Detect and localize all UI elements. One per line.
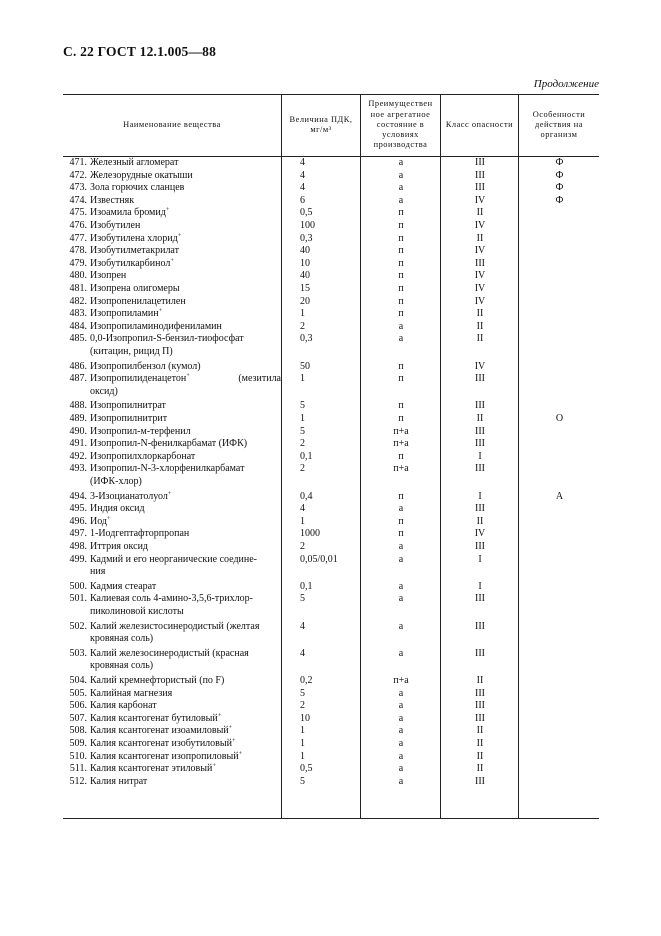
- aggregate-state: п: [398, 220, 404, 231]
- substance-name: [63, 170, 281, 183]
- aggregate-state: а: [398, 320, 404, 332]
- pdk-value: 0,4: [300, 490, 313, 502]
- action-feature: Ф: [555, 194, 564, 206]
- header-state-line: условиях: [382, 130, 419, 140]
- hazard-class: II: [476, 232, 484, 244]
- row-number: 478.: [69, 245, 87, 257]
- substance-name-text: Иттрия оксид: [90, 541, 149, 552]
- substance-name: [63, 776, 281, 789]
- row-number: 482.: [69, 295, 87, 307]
- pdk-value: 1: [300, 308, 305, 320]
- header-hazard-label: Класс опасности: [445, 119, 514, 129]
- header-state-line: Преимуществен: [368, 99, 433, 109]
- aggregate-state: п: [398, 373, 404, 385]
- substance-name-text: Изобутилметакрилат: [90, 245, 179, 257]
- pdk-value: 1: [300, 515, 305, 527]
- header-features-line: организм: [540, 130, 578, 140]
- toxicity-mark: +: [217, 711, 222, 719]
- row-number: 503.: [69, 647, 87, 659]
- row-number: 499.: [69, 553, 87, 565]
- substance-name: [63, 413, 281, 426]
- row-number: 486.: [69, 360, 87, 372]
- substance-name: [63, 463, 281, 488]
- header-pdk-label: Величина ПДК, мг/м³: [289, 114, 353, 134]
- hazard-class: III: [475, 775, 485, 787]
- substance-name-text: Железорудные окатыши: [90, 169, 193, 181]
- substance-name-text: Изобутилкарбинол: [90, 257, 171, 269]
- row-number: 475.: [69, 207, 87, 219]
- row-number: 505.: [69, 687, 87, 699]
- hazard-class: IV: [474, 270, 486, 282]
- substance-name-text: Изопропил-N-3-хлорфенилкарбамат: [90, 463, 245, 475]
- pdk-value: 5: [300, 775, 305, 787]
- pdk-value: 20: [300, 295, 310, 307]
- substance-name-text: 0,0-Изопропил-S-бензил-тиофосфат: [90, 333, 244, 345]
- pdk-value: 2: [300, 320, 305, 332]
- substance-name-text: Калия нитрат: [90, 775, 148, 787]
- pdk-value: 15: [300, 283, 310, 294]
- row-number: 511.: [69, 763, 87, 775]
- row-number: 471.: [69, 157, 87, 168]
- row-number: 510.: [69, 750, 87, 762]
- toxicity-mark: +: [238, 749, 243, 757]
- row-number: 494.: [69, 490, 87, 502]
- substance-name-text: Изопропилхлоркарбонат: [90, 450, 196, 462]
- substance-name: [63, 321, 281, 334]
- row-number: 490.: [69, 425, 87, 437]
- row-number: 483.: [69, 308, 87, 320]
- substance-name-text: Калия ксантогенат изоамиловый: [90, 725, 229, 737]
- substance-name: [63, 713, 281, 726]
- substance-name: [63, 296, 281, 309]
- hazard-class: III: [475, 157, 485, 168]
- substance-name: [63, 621, 281, 646]
- pdk-value: 100: [300, 220, 315, 231]
- hazard-class: III: [475, 400, 485, 412]
- pdk-value: 5: [300, 593, 305, 605]
- hazard-class: II: [476, 308, 484, 320]
- aggregate-state: п: [398, 207, 404, 219]
- pdk-value: 2: [300, 700, 305, 712]
- substance-name-text: Изопропилнитрит: [90, 413, 168, 424]
- toxicity-mark: +: [170, 256, 174, 264]
- aggregate-state: а: [398, 169, 404, 181]
- hazard-class: III: [475, 182, 485, 194]
- hazard-class: III: [475, 503, 485, 515]
- substance-name-continuation: (китацин, рицид П): [90, 345, 173, 357]
- substance-name-text: Калий железосинеродистый (красная: [90, 647, 249, 659]
- hazard-class: III: [475, 541, 485, 552]
- substance-name: [63, 373, 281, 398]
- aggregate-state: а: [398, 503, 404, 515]
- substance-name-text: Калийная магнезия: [90, 687, 173, 699]
- row-number: 488.: [69, 400, 87, 412]
- row-number: 502.: [69, 620, 87, 632]
- row-number: 496.: [69, 515, 87, 527]
- toxicity-mark: +: [167, 489, 172, 497]
- substance-name-text: Изопропилиденацетон: [90, 373, 187, 385]
- substance-name: [63, 270, 281, 283]
- hazard-class: III: [475, 712, 485, 724]
- row-number: 509.: [69, 738, 87, 749]
- pdk-value: 0,5: [300, 207, 313, 219]
- substance-name-text: Изобутилена хлорид: [90, 232, 178, 244]
- substance-name-text: Изопропил-м-терфенил: [90, 425, 191, 437]
- pdk-value: 0,3: [300, 232, 313, 244]
- aggregate-state: п+а: [393, 438, 409, 450]
- toxicity-mark: +: [158, 307, 163, 315]
- substance-name: [63, 283, 281, 296]
- row-number: 476.: [69, 220, 87, 231]
- hazard-class: II: [476, 515, 484, 527]
- hazard-class: IV: [474, 295, 486, 307]
- hazard-class: II: [476, 207, 484, 219]
- pdk-value: 1: [300, 373, 305, 385]
- substance-name: [63, 157, 281, 170]
- action-feature: Ф: [555, 182, 564, 194]
- row-number: 472.: [69, 169, 87, 181]
- hazard-class: III: [475, 425, 485, 437]
- row-number: 492.: [69, 450, 87, 462]
- row-number: 489.: [69, 413, 87, 424]
- hazard-class: III: [475, 463, 485, 475]
- pdk-value: 4: [300, 169, 305, 181]
- row-number: 508.: [69, 725, 87, 737]
- substance-name-text: Калий железистосинеродистый (желтая: [90, 620, 260, 632]
- substance-name: [63, 491, 281, 504]
- aggregate-state: а: [398, 553, 404, 565]
- pdk-value: 5: [300, 425, 305, 437]
- row-number: 487.: [69, 373, 87, 385]
- hazard-class: IV: [474, 283, 486, 294]
- row-number: 493.: [69, 463, 87, 475]
- aggregate-state: а: [398, 194, 404, 206]
- substance-name-text: Изопропилбензол (кумол): [90, 360, 201, 372]
- aggregate-state: п: [398, 450, 404, 462]
- substance-name-continuation: пиколиновой кислоты: [90, 605, 184, 617]
- pdk-value: 10: [300, 257, 310, 269]
- pdk-value: 0,2: [300, 675, 313, 686]
- substance-name-text: Калия ксантогенат изопропиловый: [90, 750, 239, 762]
- action-feature: Ф: [555, 169, 564, 181]
- row-number: 477.: [69, 232, 87, 244]
- hazard-class: I: [478, 553, 482, 565]
- substance-name-text: Калий кремнефтористый (по F): [90, 675, 225, 686]
- aggregate-state: а: [398, 593, 404, 605]
- substance-name-text: Изопрен: [90, 270, 127, 282]
- continuation-label: Продолжение: [533, 78, 599, 90]
- pdk-value: 10: [300, 712, 310, 724]
- substance-name: [63, 528, 281, 541]
- substance-name: [63, 258, 281, 271]
- row-number: 474.: [69, 194, 87, 206]
- aggregate-state: п: [398, 245, 404, 257]
- aggregate-state: п: [398, 515, 404, 527]
- hazard-class: I: [478, 580, 482, 592]
- toxicity-mark: +: [212, 762, 216, 770]
- hazard-class: II: [476, 725, 484, 737]
- action-feature: Ф: [555, 157, 564, 168]
- pdk-value: 4: [300, 157, 305, 168]
- substance-name: [63, 503, 281, 516]
- aggregate-state: а: [398, 541, 404, 552]
- pdk-value: 6: [300, 194, 305, 206]
- substance-name: [63, 400, 281, 413]
- substance-name-text: Изопропил-N-фенилкарбамат (ИФК): [90, 438, 248, 450]
- substance-name: [63, 554, 281, 579]
- aggregate-state: а: [398, 775, 404, 787]
- substance-name-text: Индия оксид: [90, 503, 145, 515]
- substance-name-text: Изобутилен: [90, 220, 141, 231]
- substance-name: [63, 308, 281, 321]
- substance-name-text: 3-Изоцианатолуол: [90, 490, 168, 502]
- pdk-value: 40: [300, 245, 310, 257]
- substance-name-text: Известняк: [90, 194, 135, 206]
- pdk-value: 1: [300, 413, 305, 424]
- aggregate-state: п: [398, 490, 404, 502]
- aggregate-state: а: [398, 700, 404, 712]
- aggregate-state: а: [398, 687, 404, 699]
- substance-name: [63, 738, 281, 751]
- pdk-value: 4: [300, 503, 305, 515]
- substance-name: [63, 675, 281, 688]
- aggregate-state: п: [398, 257, 404, 269]
- aggregate-state: п+а: [393, 463, 409, 475]
- pdk-value: 5: [300, 687, 305, 699]
- substance-name: [63, 207, 281, 220]
- aggregate-state: п: [398, 232, 404, 244]
- substance-name-text: Зола горючих сланцев: [90, 182, 185, 194]
- aggregate-state: а: [398, 712, 404, 724]
- substance-name: [63, 688, 281, 701]
- pdk-value: 4: [300, 620, 305, 632]
- header-features-line: Особенности: [532, 109, 586, 119]
- hazard-class: III: [475, 257, 485, 269]
- pdk-value: 2: [300, 438, 305, 450]
- aggregate-state: а: [398, 647, 404, 659]
- header-features-line: действия на: [535, 119, 583, 129]
- aggregate-state: а: [398, 750, 404, 762]
- aggregate-state: п: [398, 308, 404, 320]
- substance-name-text: Калия ксантогенат изобутиловый: [90, 738, 232, 749]
- pdk-value: 1000: [300, 528, 320, 540]
- substance-name: [63, 725, 281, 738]
- hazard-class: II: [476, 320, 484, 332]
- hazard-class: II: [476, 738, 484, 749]
- substance-name: [63, 438, 281, 451]
- row-number: 473.: [69, 182, 87, 194]
- substance-name: [63, 751, 281, 764]
- row-number: 506.: [69, 700, 87, 712]
- pdk-value: 2: [300, 463, 305, 475]
- pdk-value: 0,5: [300, 763, 313, 775]
- substance-name-text: Изопропилнитрат: [90, 400, 166, 412]
- hazard-class: IV: [474, 245, 486, 257]
- row-number: 480.: [69, 270, 87, 282]
- header-state-line: состояние в: [376, 119, 425, 129]
- hazard-class: III: [475, 620, 485, 632]
- substance-name-text: Изопропиламин: [90, 308, 159, 320]
- hazard-class: III: [475, 373, 485, 385]
- aggregate-state: п+а: [393, 675, 409, 686]
- aggregate-state: а: [398, 738, 404, 749]
- aggregate-state: п: [398, 400, 404, 412]
- substance-name: [63, 361, 281, 374]
- row-number: 484.: [69, 320, 87, 332]
- substance-name: [63, 763, 281, 776]
- substance-name-continuation: кровяная соль): [90, 660, 154, 672]
- header-name-label: Наименование вещества: [123, 119, 221, 129]
- substance-name: [63, 648, 281, 673]
- hazard-class: IV: [474, 528, 486, 540]
- aggregate-state: а: [398, 620, 404, 632]
- substance-name: [63, 195, 281, 208]
- substance-name: [63, 182, 281, 195]
- hazard-class: IV: [474, 360, 486, 372]
- pdk-value: 50: [300, 360, 310, 372]
- row-number: 498.: [69, 541, 87, 552]
- substance-name-continuation: кровяная соль): [90, 633, 154, 645]
- substance-name-text: Калиевая соль 4-амино-3,5,6-трихлор-: [90, 593, 253, 605]
- aggregate-state: п: [398, 283, 404, 294]
- toxicity-mark: +: [186, 372, 190, 380]
- row-number: 501.: [69, 593, 87, 605]
- substance-name-text: Калия ксантогенат этиловый: [90, 763, 213, 775]
- row-number: 497.: [69, 528, 87, 540]
- substance-name: [63, 333, 281, 358]
- substance-name: [63, 541, 281, 554]
- hazard-class: III: [475, 169, 485, 181]
- substance-name: [63, 233, 281, 246]
- substance-name-text: Калия ксантогенат бутиловый: [90, 712, 218, 724]
- hazard-class: III: [475, 700, 485, 712]
- pdk-value: 5: [300, 400, 305, 412]
- substance-name-continuation: ния: [90, 566, 106, 578]
- substance-name: [63, 581, 281, 594]
- row-number: 495.: [69, 503, 87, 515]
- header-state-line: ное агрегатное: [370, 109, 431, 119]
- hazard-class: IV: [474, 194, 486, 206]
- pdk-value: 1: [300, 738, 305, 749]
- row-number: 512.: [69, 775, 87, 787]
- toxicity-mark: +: [228, 724, 233, 732]
- pdk-value: 4: [300, 182, 305, 194]
- aggregate-state: п: [398, 528, 404, 540]
- toxicity-mark: +: [231, 737, 236, 744]
- substance-name-text: Иод: [90, 515, 108, 527]
- substance-name-text: Изопропенилацетилен: [90, 295, 186, 307]
- pdk-value: 0,3: [300, 333, 313, 345]
- page-header: С. 22 ГОСТ 12.1.005—88: [63, 44, 217, 59]
- substance-name-continuation: оксид): [90, 385, 118, 397]
- aggregate-state: а: [398, 182, 404, 194]
- substance-name: [63, 451, 281, 464]
- toxicity-mark: +: [177, 231, 182, 239]
- pdk-value: 1: [300, 725, 305, 737]
- hazard-class: III: [475, 438, 485, 450]
- hazard-class: IV: [474, 220, 486, 231]
- substance-name-text: Изопрена олигомеры: [90, 283, 180, 294]
- substance-name: [63, 516, 281, 529]
- hazard-class: II: [476, 413, 484, 424]
- aggregate-state: п: [398, 270, 404, 282]
- substance-name-tail: (мезитила: [238, 373, 281, 385]
- substance-name: [63, 700, 281, 713]
- aggregate-state: п+а: [393, 425, 409, 437]
- row-number: 507.: [69, 712, 87, 724]
- row-number: 481.: [69, 283, 87, 294]
- substance-name-text: 1-Иодгептафторпропан: [90, 528, 190, 540]
- substance-name-text: Железный агломерат: [90, 157, 179, 168]
- aggregate-state: п: [398, 360, 404, 372]
- row-number: 491.: [69, 438, 87, 450]
- substance-name-text: Изопропиламинодифениламин: [90, 320, 222, 332]
- pdk-value: 0,1: [300, 450, 313, 462]
- hazard-class: III: [475, 647, 485, 659]
- aggregate-state: а: [398, 725, 404, 737]
- aggregate-state: а: [398, 333, 404, 345]
- aggregate-state: п: [398, 413, 404, 424]
- header-state-line: производства: [373, 140, 428, 150]
- toxicity-mark: +: [165, 206, 170, 214]
- pdk-value: 0,05/0,01: [300, 553, 338, 565]
- pdk-value: 4: [300, 647, 305, 659]
- row-number: 485.: [69, 333, 87, 345]
- toxicity-mark: +: [107, 514, 111, 522]
- hazard-class: II: [476, 750, 484, 762]
- action-feature: А: [555, 490, 564, 502]
- pdk-value: 0,1: [300, 580, 313, 592]
- hazard-class: I: [478, 450, 482, 462]
- aggregate-state: п: [398, 295, 404, 307]
- pdk-value: 40: [300, 270, 310, 282]
- substance-name-text: Кадмий и его неорганические соедине-: [90, 553, 258, 565]
- substance-name: [63, 593, 281, 618]
- hazard-class: III: [475, 593, 485, 605]
- substance-name-text: Изоамила бромид: [90, 207, 166, 219]
- row-number: 500.: [69, 580, 87, 592]
- action-feature: О: [555, 413, 564, 424]
- hazard-class: II: [476, 763, 484, 775]
- substance-name-continuation: (ИФК-хлор): [90, 475, 142, 487]
- pdk-value: 2: [300, 541, 305, 552]
- hazard-class: II: [476, 333, 484, 345]
- pdk-value: 1: [300, 750, 305, 762]
- substance-name-text: Кадмия стеарат: [90, 580, 157, 592]
- hazard-class: II: [476, 675, 484, 686]
- hazard-class: I: [478, 490, 482, 502]
- substance-name-text: Калия карбонат: [90, 700, 157, 712]
- aggregate-state: а: [398, 763, 404, 775]
- aggregate-state: а: [398, 580, 404, 592]
- substance-name: [63, 426, 281, 439]
- row-number: 479.: [69, 257, 87, 269]
- substance-name: [63, 220, 281, 233]
- hazard-class: III: [475, 687, 485, 699]
- aggregate-state: а: [398, 157, 404, 168]
- row-number: 504.: [69, 675, 87, 686]
